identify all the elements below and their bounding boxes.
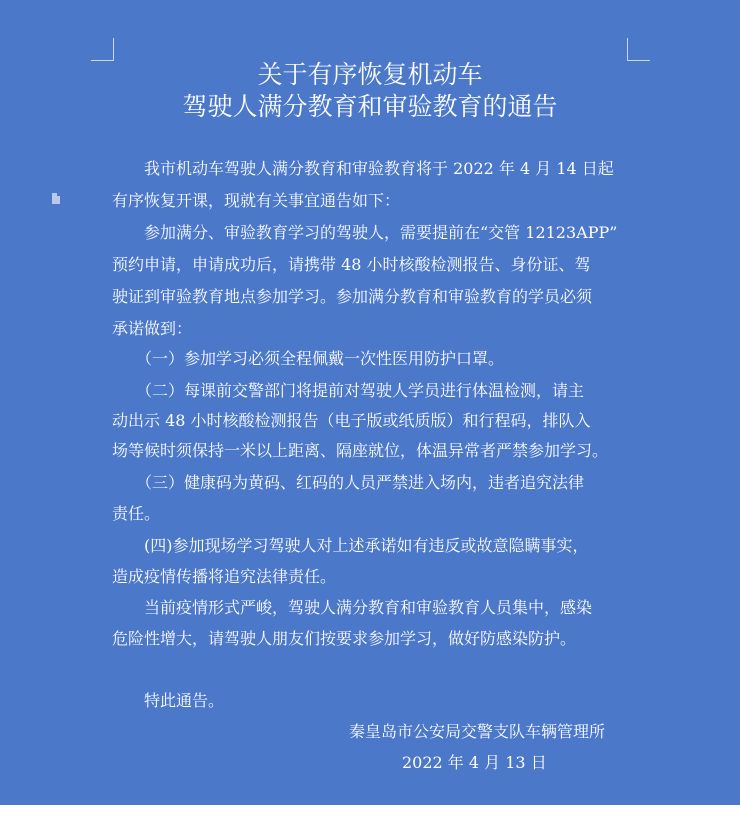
body-line: (四)参加现场学习驾驶人对上述承诺如有违反或故意隐瞒事实， — [112, 536, 589, 555]
signature-organization: 秦皇岛市公安局交警支队车辆管理所 — [349, 722, 606, 741]
body-line: 有序恢复开课，现就有关事宜通告如下： — [112, 191, 401, 210]
closing-line: 特此通告。 — [112, 691, 225, 710]
body-line: 场等候时须保持一米以上距离、隔座就位，体温异常者严禁参加学习。 — [112, 441, 609, 460]
signature-date: 2022 年 4 月 13 日 — [402, 753, 547, 772]
body-line: 承诺做到： — [112, 319, 193, 338]
page-bottom-gap — [0, 805, 740, 819]
body-line: 我市机动车驾驶人满分教育和审验教育将于 2022 年 4 月 14 日起 — [112, 159, 614, 178]
margin-corner-marker — [627, 38, 650, 61]
margin-corner-marker — [91, 38, 114, 61]
document-title-line-2: 驾驶人满分教育和审验教育的通告 — [182, 92, 558, 121]
body-line: 危险性增大，请驾驶人朋友们按要求参加学习，做好防感染防护。 — [112, 629, 577, 648]
body-line: 参加满分、审验教育学习的驾驶人，需要提前在“交管 12123APP” — [112, 223, 618, 242]
body-line: （一）参加学习必须全程佩戴一次性医用防护口罩。 — [112, 349, 505, 368]
body-line: （二）每课前交警部门将提前对驾驶人学员进行体温检测，请主 — [112, 381, 585, 400]
document-title-line-1: 关于有序恢复机动车 — [257, 60, 483, 89]
body-line: 当前疫情形式严峻，驾驶人满分教育和审验教育人员集中，感染 — [112, 598, 593, 617]
body-line: 造成疫情传播将追究法律责任。 — [112, 567, 337, 586]
body-line: 预约申请，申请成功后，请携带 48 小时核酸检测报告、身份证、驾 — [112, 255, 591, 274]
body-line: （三）健康码为黄码、红码的人员严禁进入场内，违者追究法律 — [112, 473, 585, 492]
paragraph-icon — [52, 193, 60, 204]
body-line: 责任。 — [112, 504, 161, 523]
body-line: 驶证到审验教育地点参加学习。参加满分教育和审验教育的学员必须 — [112, 287, 593, 306]
body-line: 动出示 48 小时核酸检测报告（电子版或纸质版）和行程码，排队入 — [112, 411, 591, 430]
